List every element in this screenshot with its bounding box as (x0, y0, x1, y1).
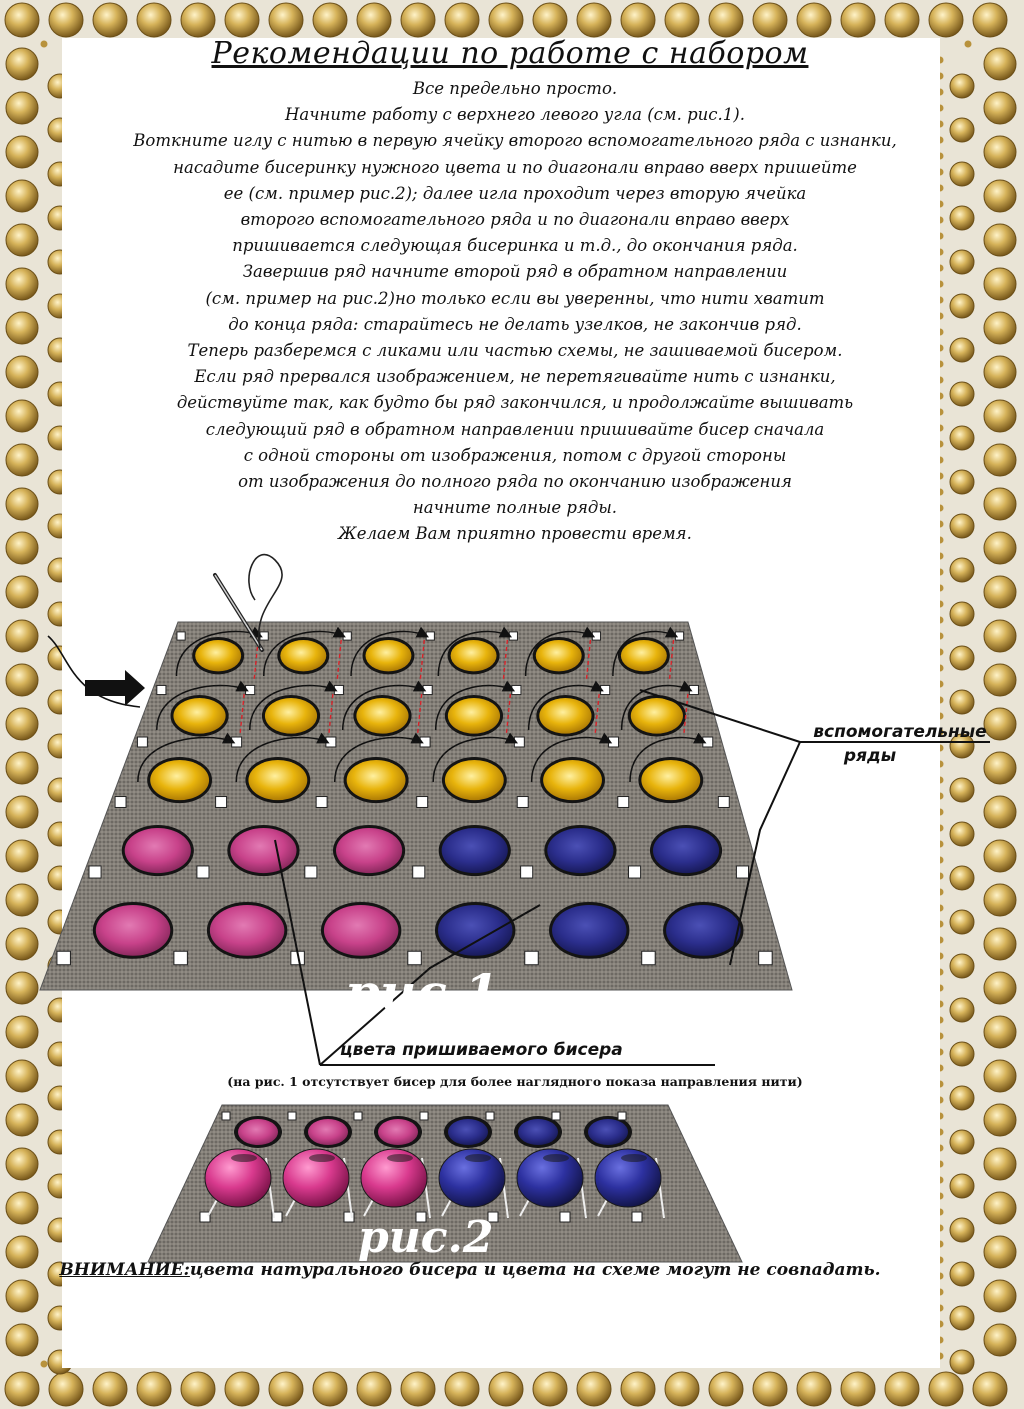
cell-blue (438, 905, 512, 956)
grid-square (57, 951, 70, 964)
cell-pink (308, 1119, 348, 1145)
grid-square (413, 866, 425, 878)
cell-gold (448, 698, 500, 734)
grid-square (601, 685, 610, 694)
grid-square (354, 1112, 362, 1120)
grid-square (486, 1112, 494, 1120)
instruction-line: до конца ряда: старайтесь не делать узелков, не закончив ряд. (228, 314, 802, 334)
grid-square (420, 1112, 428, 1120)
instruction-line: второго вспомогательного ряда и по диагонали вправо вверх (240, 210, 790, 230)
figure-1-label: рис.1 (345, 963, 499, 1022)
cell-blue (442, 828, 508, 873)
cell-blue (653, 828, 719, 873)
instruction-line: Все предельно просто. (412, 79, 618, 98)
cell-gold (173, 698, 225, 734)
cell-gold (631, 698, 683, 734)
cell-blue (448, 1119, 488, 1145)
grid-square (509, 632, 517, 640)
grid-square (517, 797, 528, 808)
grid-square (703, 737, 713, 747)
bead-hole (309, 1154, 335, 1162)
instruction-line: начните полные ряды. (412, 498, 618, 518)
cell-gold (536, 640, 582, 671)
cell-pink (324, 905, 398, 956)
attention-lead: ВНИМАНИЕ: (59, 1260, 190, 1280)
instruction-line: Теперь разберемся с ликами или частью схемы, не зашиваемой бисером. (187, 341, 843, 361)
bead-hole (387, 1154, 413, 1162)
bead-colors-label: цвета пришиваемого бисера (340, 1040, 623, 1060)
cell-gold (445, 760, 504, 800)
grid-square (316, 797, 327, 808)
grid-square (618, 1112, 626, 1120)
grid-square (174, 951, 187, 964)
grid-square (675, 632, 683, 640)
grid-square (426, 632, 434, 640)
bead-hole (231, 1154, 257, 1162)
cell-pink (238, 1119, 278, 1145)
grid-square (689, 685, 698, 694)
instruction-line: Если ряд прервался изображением, не перетягивайте нить с изнанки, (194, 367, 836, 387)
instruction-line: следующий ряд в обратном направлении пришивайте бисер сначала (205, 419, 825, 439)
aux-rows-label-line1: вспомогательные (813, 722, 987, 742)
instruction-line: (см. пример на рис.2)но только если вы уверенны, что нити хватит (205, 288, 825, 308)
aux-rows-label (800, 720, 1000, 768)
instruction-line: ее (см. пример рис.2); далее игла проходит через вторую ячейка (223, 183, 807, 203)
entry-arrow-icon (48, 636, 145, 707)
cell-blue (518, 1119, 558, 1145)
grid-square (232, 737, 242, 747)
cell-gold (150, 760, 209, 800)
grid-square (423, 685, 432, 694)
grid-square (514, 737, 524, 747)
page-title: Рекомендации по работе с набором (211, 36, 809, 71)
cell-gold (347, 760, 406, 800)
grid-square (512, 685, 521, 694)
cell-gold (641, 760, 700, 800)
cell-gold (195, 640, 241, 671)
grid-square (246, 685, 255, 694)
grid-square (592, 632, 600, 640)
cell-blue (552, 905, 626, 956)
cell-pink (336, 828, 402, 873)
cell-pink (96, 905, 170, 956)
grid-square (216, 797, 227, 808)
cell-gold (543, 760, 602, 800)
aux-rows-label-line2: ряды (843, 746, 897, 766)
attention-note (30, 1260, 910, 1280)
grid-square (305, 866, 317, 878)
cell-blue (588, 1119, 628, 1145)
grid-square (417, 797, 428, 808)
cell-blue (547, 828, 613, 873)
cell-pink (210, 905, 284, 956)
grid-square (632, 1212, 642, 1222)
grid-square (629, 866, 641, 878)
bead-hole (465, 1154, 491, 1162)
instruction-line: Начните работу с верхнего левого угла (см. рис.1). (285, 105, 745, 125)
instruction-line: насадите бисеринку нужного цвета и по диагонали вправо вверх пришейте (173, 157, 857, 177)
grid-square (197, 866, 209, 878)
attention-text: цвета натурального бисера и цвета на схеме могут не совпадать. (189, 1260, 881, 1280)
grid-square (222, 1112, 230, 1120)
bead-hole (621, 1154, 647, 1162)
grid-square (521, 866, 533, 878)
cell-pink (230, 828, 296, 873)
grid-square (420, 737, 430, 747)
grid-square (89, 866, 101, 878)
grid-square (157, 685, 166, 694)
instruction-line: Желаем Вам приятно провести время. (338, 524, 692, 544)
grid-square (260, 632, 268, 640)
cell-gold (539, 698, 591, 734)
figure-1-note: (на рис. 1 отсутствует бисер для более наглядного показа направления нити) (227, 1074, 803, 1089)
cell-pink (378, 1119, 418, 1145)
grid-square (288, 1112, 296, 1120)
grid-square (642, 951, 655, 964)
instruction-line: пришивается следующая бисеринка и т.д., до окончания ряда. (232, 236, 798, 256)
cell-gold (356, 698, 408, 734)
grid-square (609, 737, 619, 747)
grid-square (334, 685, 343, 694)
instruction-line: от изображения до полного ряда по окончанию изображения (238, 472, 792, 492)
grid-square (552, 1112, 560, 1120)
cell-pink (125, 828, 191, 873)
grid-square (560, 1212, 570, 1222)
instruction-line: Завершив ряд начните второй ряд в обратном направлении (242, 262, 788, 282)
cell-gold (365, 640, 411, 671)
grid-square (736, 866, 748, 878)
grid-square (115, 797, 126, 808)
grid-square (343, 632, 351, 640)
cell-gold (248, 760, 307, 800)
instruction-line: Воткните иглу с нитью в первую ячейку второго вспомогательного ряда с изнанки, (133, 131, 897, 151)
grid-square (618, 797, 629, 808)
instruction-line: с одной стороны от изображения, потом с другой стороны (243, 445, 787, 465)
grid-square (326, 737, 336, 747)
grid-square (137, 737, 147, 747)
grid-square (759, 951, 772, 964)
grid-square (177, 632, 185, 640)
figure-2-label: рис.2 (358, 1212, 494, 1263)
cell-gold (265, 698, 317, 734)
cell-gold (280, 640, 326, 671)
grid-square (718, 797, 729, 808)
cell-gold (451, 640, 497, 671)
cell-gold (621, 640, 667, 671)
grid-square (525, 951, 538, 964)
bead-hole (543, 1154, 569, 1162)
cell-blue (666, 905, 740, 956)
instruction-line: действуйте так, как будто бы ряд закончился, и продолжайте вышивать (176, 393, 854, 413)
